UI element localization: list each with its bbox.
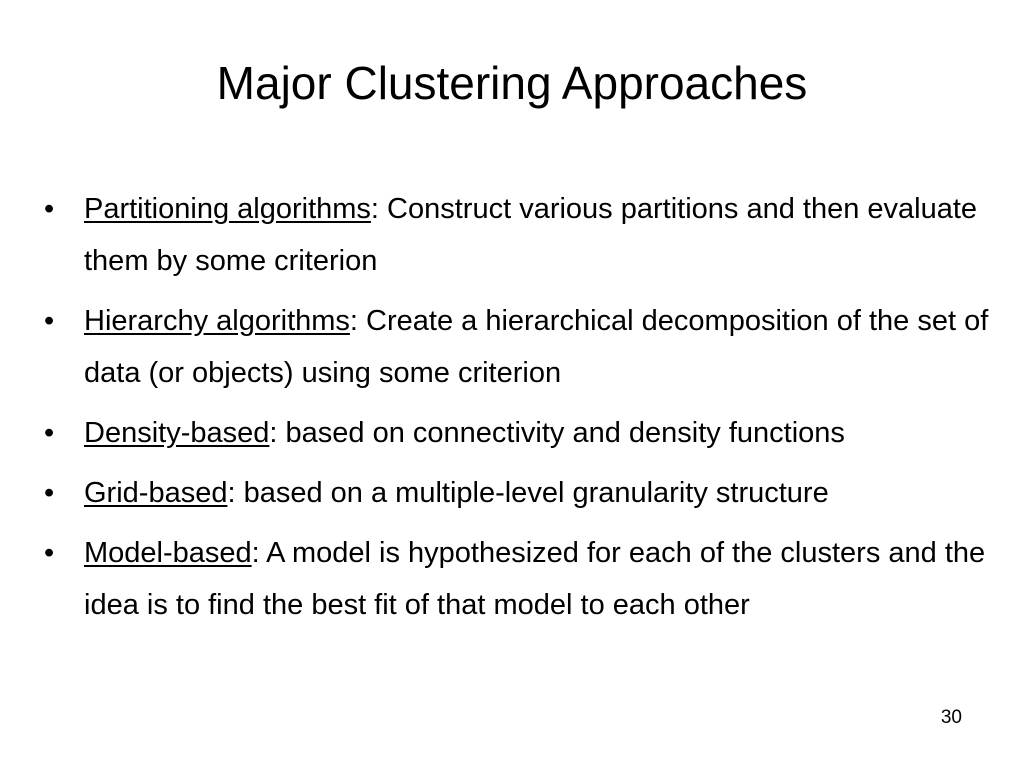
bullet-term: Hierarchy algorithms	[84, 305, 350, 337]
bullet-description: Create a hierarchical decomposition of the set of data (or objects) using some criterion	[84, 305, 989, 389]
bullet-term: Grid-based	[84, 477, 228, 509]
bullet-item-grid	[44, 467, 994, 519]
bullet-separator: :	[251, 537, 260, 569]
bullet-description: A model is hypothesized for each of the clusters and the idea is to find the best fit of that model to each other	[84, 537, 986, 621]
bullet-item-hierarchy	[44, 295, 994, 399]
slide-title: Major Clustering Approaches	[216, 57, 808, 109]
bullet-list	[44, 183, 994, 639]
bullet-term: Partitioning algorithms	[84, 193, 371, 225]
bullet-separator: :	[370, 193, 379, 225]
bullet-marker: •	[44, 193, 55, 225]
bullet-description: based on a multiple-level granularity structure	[235, 477, 829, 509]
bullet-term: Model-based	[84, 537, 252, 569]
bullet-item-partitioning	[44, 183, 994, 287]
bullet-marker: •	[44, 305, 55, 337]
bullet-marker: •	[44, 417, 55, 449]
bullet-separator: :	[269, 417, 278, 449]
bullet-term: Density-based	[84, 417, 270, 449]
bullet-description: Construct various partitions and then evaluate them by some criterion	[84, 193, 978, 277]
bullet-separator: :	[227, 477, 236, 509]
bullet-description: based on connectivity and density functions	[277, 417, 845, 449]
bullet-marker: •	[44, 477, 55, 509]
bullet-separator: :	[349, 305, 358, 337]
bullet-marker: •	[44, 537, 55, 569]
bullet-item-density	[44, 407, 994, 459]
slide-number: 30	[940, 707, 962, 728]
bullet-item-model	[44, 527, 994, 631]
